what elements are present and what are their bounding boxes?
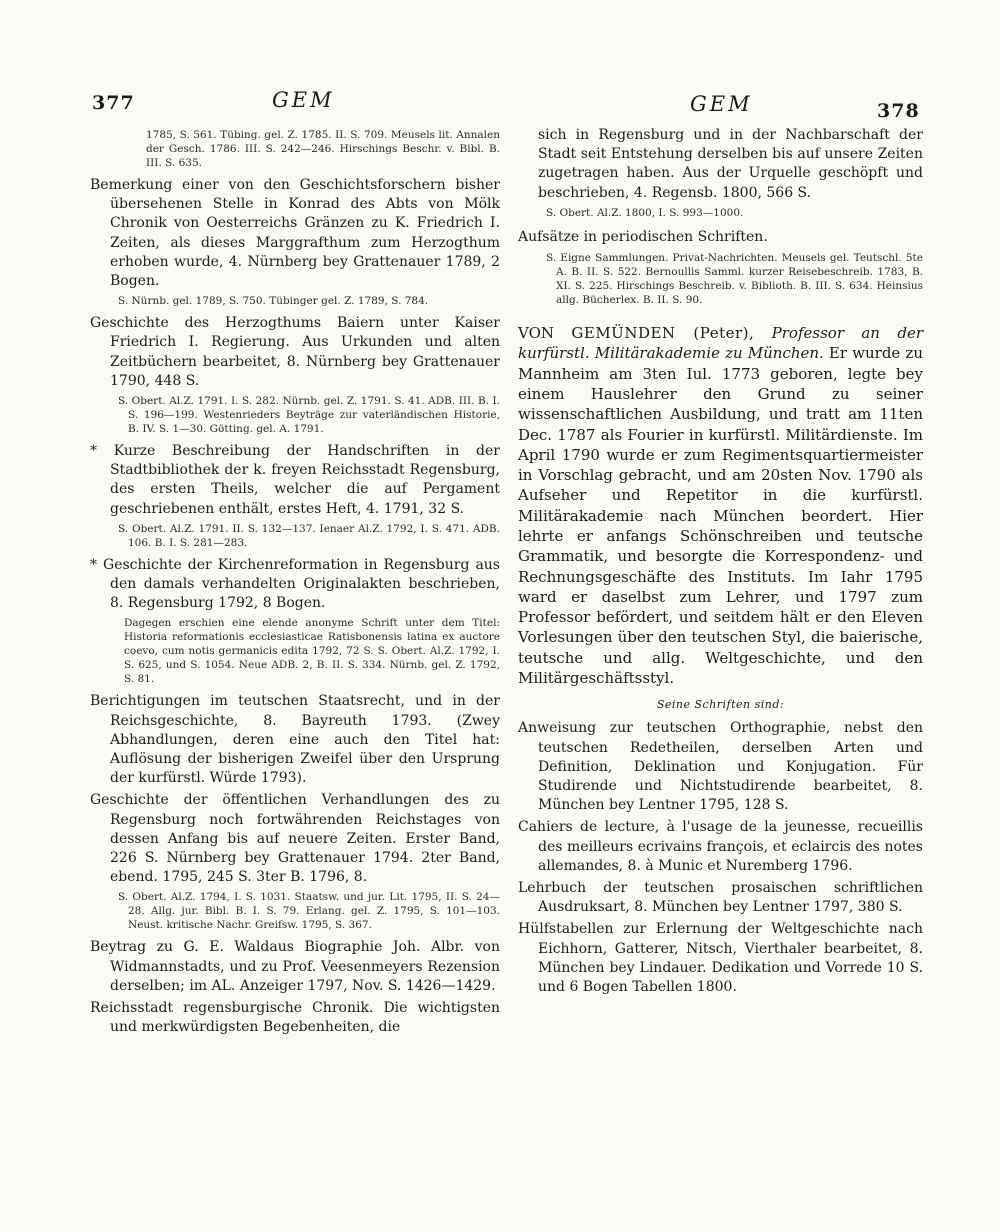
- works-entry: Hülfstabellen zur Erlernung der Weltgeschichte nach Eichhorn, Gatterer, Nitsch, Vierthaler bearbeitet, 8. München bey Lindauer. Dedikation und Vorrede 10 S. und 6 Bogen Tabellen 1800.: [518, 921, 923, 995]
- works-entry: Lehrbuch der teutschen prosaischen schriftlichen Ausdruksart, 8. München bey Lentner 1797, 380 S.: [518, 879, 923, 916]
- bibliography-entry: * Kurze Beschreibung der Handschriften in der Stadtbibliothek der k. freyen Reichsstadt Regensburg, des ersten Theils, welcher die auf Pergament geschriebenen enthält, erstes Heft, 4. 1791, 32 S.: [90, 443, 500, 517]
- bibliography-entry: Geschichte der öffentlichen Verhandlungen des zu Regensburg noch fortwährenden Reichstages von dessen Anfang bis auf neuere Zeiten. Erster Band, 226 S. Nürnberg bey Grattenauer 1794. 2ter Band, ebend. 1795, 245 S. 3ter B. 1796, 8.: [90, 792, 500, 886]
- right-column: [518, 126, 923, 1000]
- bio-text: Er wurde zu Mannheim am 3ten Iul. 1773 geboren, legte bey einem Hauslehrer den Grund zu seiner wissenschaftlichen Ausbildung, und tratt am 11ten Dec. 1787 als Fourier in kurfürstl. Militärdienste. Im April 1790 wurde er zum Regimentsquartiermeister in Vorschlag gebracht, und am 20sten Nov. 1790 als Aufseher und Repetitor in die kurfürstl. Militärakademie nach München beordert. Hier lehrte er anfangs Schönschreiben und teutsche Grammatik, und besorgte die Korrespondenz- und Rechnungsgeschäfte des Instituts. Im Iahr 1795 ward er daselbst zum Lehrer, und 1797 zum Professor befördert, und seitdem hält er den Eleven Vorlesungen über den teutschen Styl, die baierische, teutsche und allg. Weltgeschichte, und den Militärgeschäftsstyl.: [518, 344, 923, 688]
- section-entry-aufsaetze: Aufsätze in periodischen Schriften.: [518, 228, 768, 245]
- reference-note: 1785, S. 561. Tübing. gel. Z. 1785. II. S. 709. Meusels lit. Annalen der Gesch. 1786. III. S. 242—246. Hirschings Beschr. v. Bibl. B. III. S. 635.: [146, 129, 500, 169]
- bibliography-entry: Berichtigungen im teutschen Staatsrecht, und in der Reichsgeschichte, 8. Bayreuth 1793. (Zwey Abhandlungen, deren eine auch den Titel hat: Auflösung der bisherigen Zweifel über den Ursprung der kurfürstl. Würde 1793).: [90, 693, 500, 787]
- works-entry: Anweisung zur teutschen Orthographie, nebst den teutschen Redetheilen, derselben Arten und Definition, Deklination und Konjugation. Für Studirende und Nichtstudirende bearbeitet, 8. München bey Lentner 1795, 128 S.: [518, 720, 923, 814]
- running-head-left: GEM: [272, 88, 335, 112]
- bibliography-entry: * Geschichte der Kirchenreformation in Regensburg aus den damals verhandelten Originalakten beschrieben, 8. Regensburg 1792, 8 Bogen.: [90, 556, 500, 612]
- reference-note: S. Obert. Al.Z. 1791. II. S. 132—137. Ienaer Al.Z. 1792, I. S. 471. ADB. 106. B. I. S. 281—283.: [118, 522, 500, 549]
- reference-note: S. Nürnb. gel. 1789, S. 750. Tübinger gel. Z. 1789, S. 784.: [118, 295, 429, 308]
- bio-name: GEMÜNDEN (Peter),: [571, 324, 755, 343]
- page-number-right: 378: [877, 100, 920, 122]
- reference-note: S. Eigne Sammlungen. Privat-Nachrichten. Meusels gel. Teutschl. 5te A. B. II. S. 522. Bernoullis Samml. kurzer Reisebeschreib. 1783, B. XI. S. 225. Hirschings Beschreib. v. Biblioth. B. III. S. 634. Heinsius allg. Bücherlex. B. II. S. 90.: [546, 252, 923, 307]
- explanatory-note: Dagegen erschien eine elende anonyme Schrift unter dem Titel: Historia reformationis ecclesiasticae Ratisbonensis latina ex auctore coevo, cum notis germanicis edita 1792, 72 S. S. Obert. Al.Z. 1792, I. S. 625, und S. 1054. Neue ADB. 2, B. II. S. 334. Nürnb. gel. Z. 1792, S. 81.: [124, 617, 500, 686]
- reference-note: S. Obert. Al.Z. 1794, I. S. 1031. Staatsw. und jur. Lit. 1795, II. S. 24—28. Allg. jur. Bibl. B. I. S. 79. Erlang. gel. Z. 1795, S. 101—103. Neust. kritische Nachr. Greifsw. 1795, S. 367.: [118, 891, 500, 932]
- bio-prefix: VON: [518, 324, 554, 343]
- bio-title: Professor an der kurfürstl. Militärakademie zu München.: [518, 324, 923, 363]
- page-number-left: 377: [92, 92, 135, 114]
- bibliography-entry: Beytrag zu G. E. Waldaus Biographie Joh. Albr. von Widmannstadts, und zu Prof. Veesenmeyers Rezension derselben; im AL. Anzeiger 1797, Nov. S. 1426—1429.: [90, 939, 500, 994]
- reference-note: S. Obert. Al.Z. 1800, I. S. 993—1000.: [546, 206, 744, 219]
- reference-note: S. Obert. Al.Z. 1791. I. S. 282. Nürnb. gel. Z. 1791. S. 41. ADB. III. B. I. S. 196—199. Westenrieders Beyträge zur vaterländischen Historie, B. IV. S. 1—30. Götting. gel. A. 1791.: [118, 395, 500, 436]
- biography-paragraph: [518, 323, 923, 688]
- entry-continuation: sich in Regensburg und in der Nachbarschaft der Stadt seit Entstehung derselben bis auf unsere Zeiten zugetragen haben. Aus der Urquelle geschöpft und beschrieben, 4. Regensb. 1800, 566 S.: [538, 127, 923, 201]
- left-column: [90, 126, 500, 1041]
- running-head-right: GEM: [690, 92, 753, 116]
- bibliography-entry: Reichsstadt regensburgische Chronik. Die wichtigsten und merkwürdigsten Begebenheiten, die: [90, 1000, 500, 1036]
- works-heading: Seine Schriften sind:: [656, 698, 785, 712]
- works-entry: Cahiers de lecture, à l'usage de la jeunesse, recueillis des meilleurs ecrivains françois, et eclaircis des notes allemandes, 8. à Munic et Nuremberg 1796.: [518, 819, 923, 874]
- bibliography-entry: Bemerkung einer von den Geschichtsforschern bisher übersehenen Stelle in Konrad des Abts von Mölk Chronik von Oesterreichs Gränzen zu K. Friedrich I. Zeiten, als dieses Marggrafthum zum Herzogthum erhoben wurde, 4. Nürnberg bey Grattenauer 1789, 2 Bogen.: [90, 177, 500, 290]
- bibliography-entry: Geschichte des Herzogthums Baiern unter Kaiser Friedrich I. Regierung. Aus Urkunden und alten Zeitbüchern bearbeitet, 8. Nürnberg bey Grattenauer 1790, 448 S.: [90, 315, 500, 389]
